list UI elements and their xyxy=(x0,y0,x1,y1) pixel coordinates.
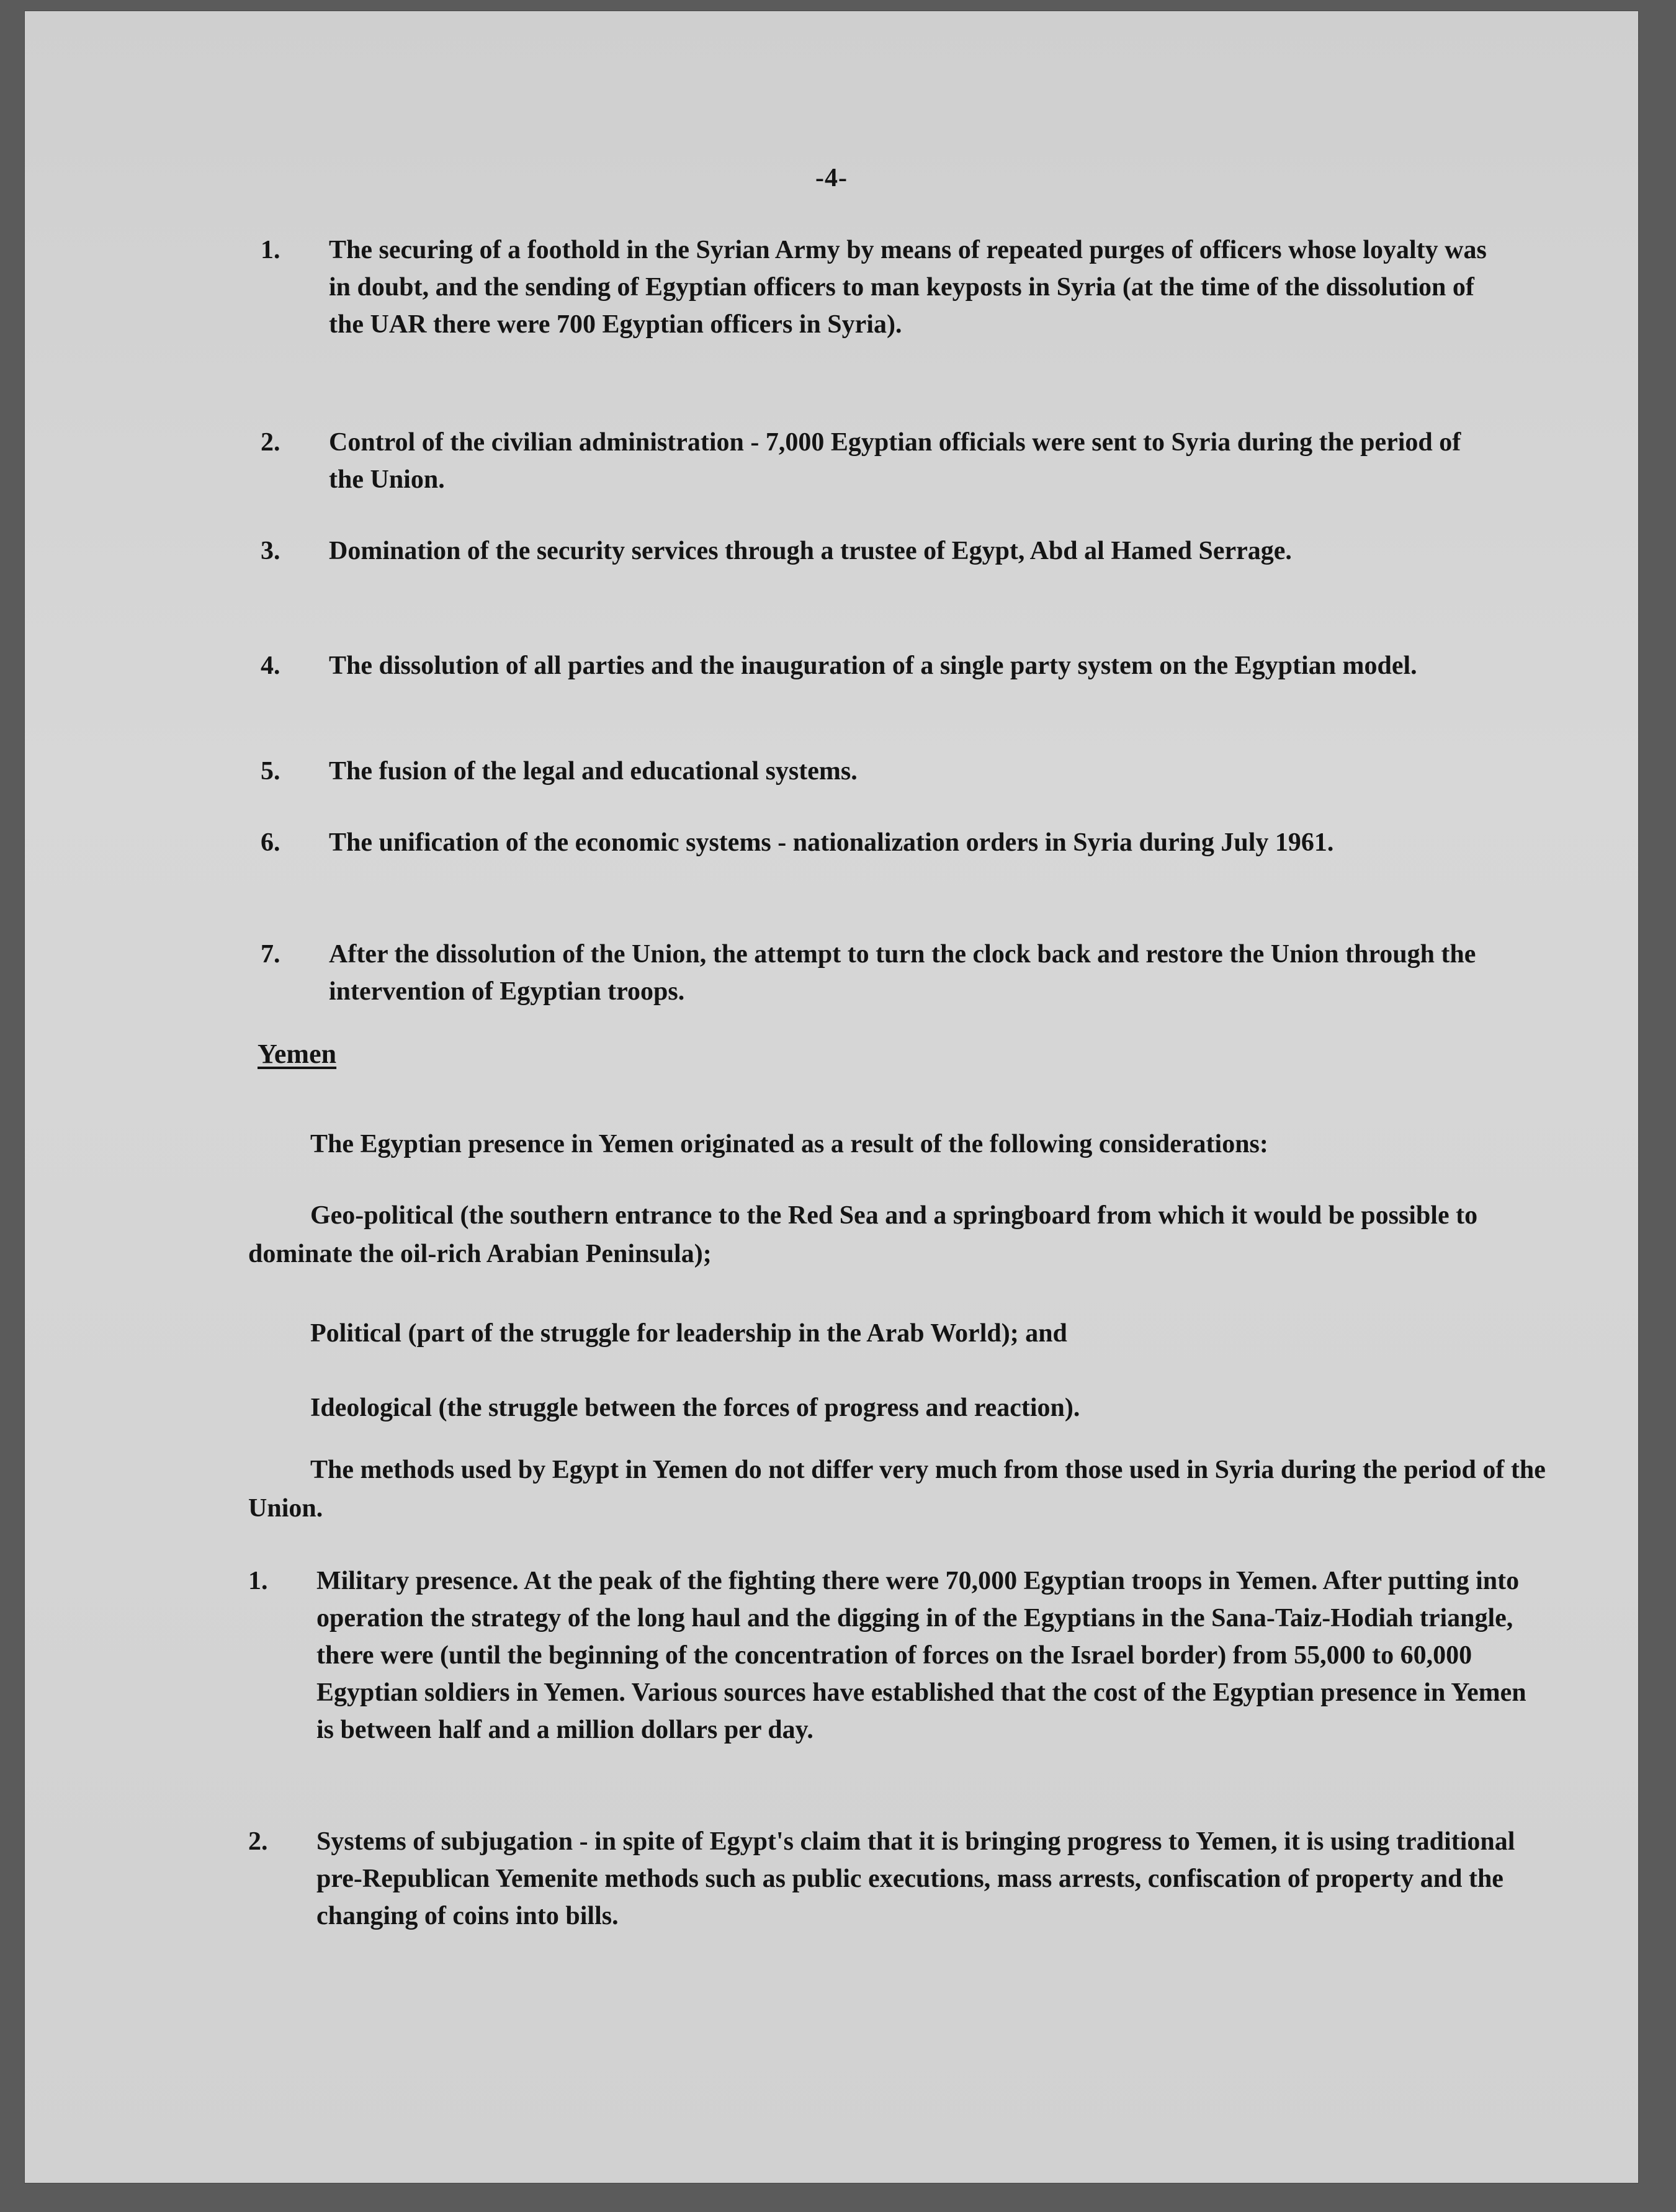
list-item-text: After the dissolution of the Union, the attempt to turn the clock back and restore the Union through the intervention of Egyptian troops. xyxy=(329,940,1476,1006)
list-item-text: The fusion of the legal and educational systems. xyxy=(329,757,858,786)
paragraph-text: Political (part of the struggle for leadership in the Arab World); and xyxy=(310,1319,1067,1348)
list-item-number: 3. xyxy=(261,537,280,565)
list-item-5 xyxy=(261,753,1514,790)
yemen-list-item-2 xyxy=(248,1823,1539,1935)
list-item-4 xyxy=(261,647,1514,684)
document-page xyxy=(25,11,1638,2183)
list-item-number: 6. xyxy=(261,828,280,857)
paragraph-text: Ideological (the struggle between the forces of progress and reaction). xyxy=(310,1394,1080,1422)
yemen-list-item-1 xyxy=(248,1562,1539,1749)
list-item-text: The unification of the economic systems - nationalization orders in Syria during July 1961. xyxy=(329,828,1334,857)
list-item-text: The securing of a foothold in the Syrian Army by means of repeated purges of officers whose loyalty was in doubt, and the sending of Egyptian officers to man keyposts in Syria (at the time of the dissolution of the UAR there were 700 Egyptian officers in Syria). xyxy=(329,236,1487,339)
list-item-number: 7. xyxy=(261,940,280,969)
list-item-number: 1. xyxy=(248,1567,268,1595)
paragraph-political xyxy=(248,1314,1551,1353)
paragraph-methods xyxy=(248,1451,1551,1528)
list-item-3 xyxy=(261,532,1514,570)
list-item-6 xyxy=(261,824,1514,861)
list-item-text: Domination of the security services through a trustee of Egypt, Abd al Hamed Serrage. xyxy=(329,537,1292,565)
paragraph-text: The Egyptian presence in Yemen originated as a result of the following considerations: xyxy=(310,1130,1268,1158)
list-item-number: 4. xyxy=(261,652,280,680)
list-item-text: Control of the civilian administration - 7,000 Egyptian officials were sent to Syria during the period of the Union. xyxy=(329,428,1461,494)
list-item-2 xyxy=(261,424,1514,498)
section-heading-yemen: Yemen xyxy=(258,1039,337,1069)
paragraph-intro xyxy=(248,1125,1551,1163)
list-item-text: Military presence. At the peak of the fighting there were 70,000 Egyptian troops in Yemen. After putting into operation the strategy of the long haul and the digging in of the Egyptians in the Sana-Taiz-Hodiah triangle, there were (until the beginning of the concentration of forces on the Israel border) from 55,000 to 60,000 Egyptian soldiers in Yemen. Various sources have established that the cost of the Egyptian presence in Yemen is between half and a million dollars per day. xyxy=(316,1567,1526,1744)
list-item-1 xyxy=(261,231,1514,343)
paragraph-text: The methods used by Egypt in Yemen do not differ very much from those used in Syria during the period of the Union. xyxy=(248,1456,1546,1523)
list-item-number: 2. xyxy=(248,1827,268,1856)
list-item-text: Systems of subjugation - in spite of Egypt's claim that it is bringing progress to Yemen, it is using traditional pre-Republican Yemenite methods such as public executions, mass arrests, confiscation of property and the changing of coins into bills. xyxy=(316,1827,1515,1930)
page-number: -4- xyxy=(815,164,848,192)
paragraph-text: Geo-political (the southern entrance to the Red Sea and a springboard from which it would be possible to dominate the oil-rich Arabian Peninsula); xyxy=(248,1201,1478,1268)
page-content xyxy=(25,11,1638,2183)
list-item-text: The dissolution of all parties and the inauguration of a single party system on the Egyptian model. xyxy=(329,652,1417,680)
list-item-number: 2. xyxy=(261,428,280,457)
list-item-7 xyxy=(261,936,1514,1010)
paragraph-ideological xyxy=(248,1389,1551,1427)
list-item-number: 1. xyxy=(261,236,280,264)
list-item-number: 5. xyxy=(261,757,280,786)
paragraph-geo-political xyxy=(248,1196,1551,1273)
